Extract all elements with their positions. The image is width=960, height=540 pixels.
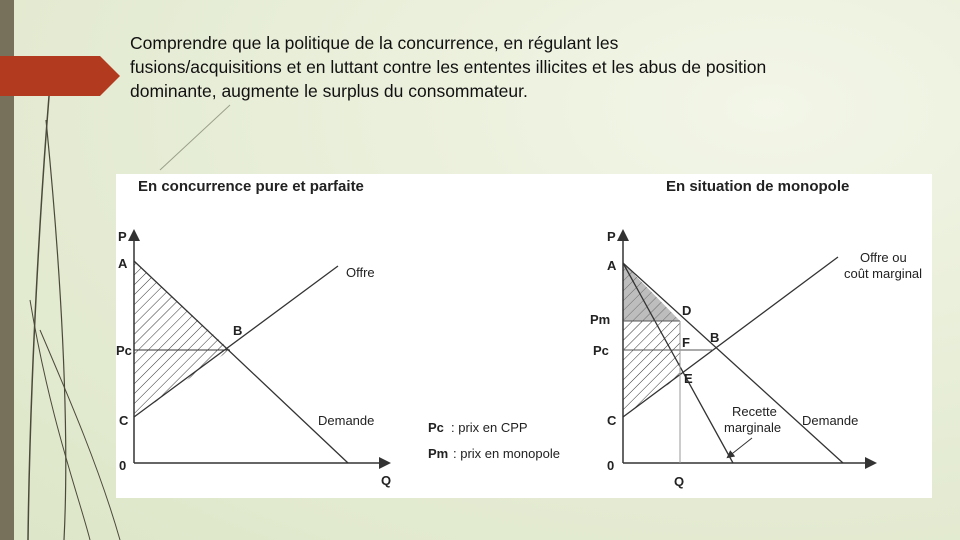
left-axis-q-label: Q xyxy=(381,473,392,488)
right-point-d-label: D xyxy=(682,303,692,318)
right-point-b-label: B xyxy=(710,330,720,345)
red-pennant xyxy=(0,56,120,96)
left-point-b-label: B xyxy=(233,323,243,338)
left-origin-label: 0 xyxy=(119,458,127,473)
right-pm-label: Pm xyxy=(590,312,611,327)
right-mr-pointer-arrow xyxy=(728,438,752,457)
right-panel-title: En situation de monopole xyxy=(666,178,850,195)
legend-pc-text: : prix en CPP xyxy=(451,420,528,435)
legend-pm-text: : prix en monopole xyxy=(453,446,560,461)
legend-pc-key: Pc xyxy=(428,420,444,435)
right-transfer-area xyxy=(623,321,680,350)
slide-text-line-2: fusions/acquisitions et en luttant contre les ententes illicites et les abus de position xyxy=(130,57,767,77)
left-axis-p-label: P xyxy=(118,229,127,244)
right-origin-label: 0 xyxy=(607,458,615,473)
right-supply-label-line2: coût marginal xyxy=(844,266,923,281)
left-pc-label: Pc xyxy=(116,343,132,358)
left-supply-label: Offre xyxy=(346,265,375,280)
right-producer-area xyxy=(623,350,680,417)
surplus-diagram-figure xyxy=(116,174,932,498)
slide-body-text xyxy=(130,31,890,103)
left-point-a-label: A xyxy=(118,256,128,271)
left-point-c-label: C xyxy=(119,413,129,428)
slide-text-line-3: dominante, augmente le surplus du consommateur. xyxy=(130,81,528,101)
left-consumer-surplus-area xyxy=(134,261,230,417)
right-pc-label: Pc xyxy=(593,343,609,358)
right-mr-label-line1: Recette xyxy=(732,404,777,419)
right-point-c-label: C xyxy=(607,413,617,428)
right-supply-label-line1: Offre ou xyxy=(860,250,907,265)
right-axis-p-label: P xyxy=(607,229,616,244)
right-q-label: Q xyxy=(674,474,685,489)
right-monopoly-surplus-hatch xyxy=(623,263,680,321)
slide-text-line-1: Comprendre que la politique de la concurrence, en régulant les xyxy=(130,33,619,53)
surplus-diagram-svg xyxy=(116,174,932,498)
right-point-f-label: F xyxy=(682,335,690,350)
right-point-e-label: E xyxy=(684,371,693,386)
left-panel-title: En concurrence pure et parfaite xyxy=(138,178,364,195)
right-point-a-label: A xyxy=(607,258,617,273)
left-demand-label: Demande xyxy=(318,413,375,428)
right-demand-label: Demande xyxy=(802,413,859,428)
right-mr-label-line2: marginale xyxy=(724,420,782,435)
legend-pm-key: Pm xyxy=(428,446,449,461)
